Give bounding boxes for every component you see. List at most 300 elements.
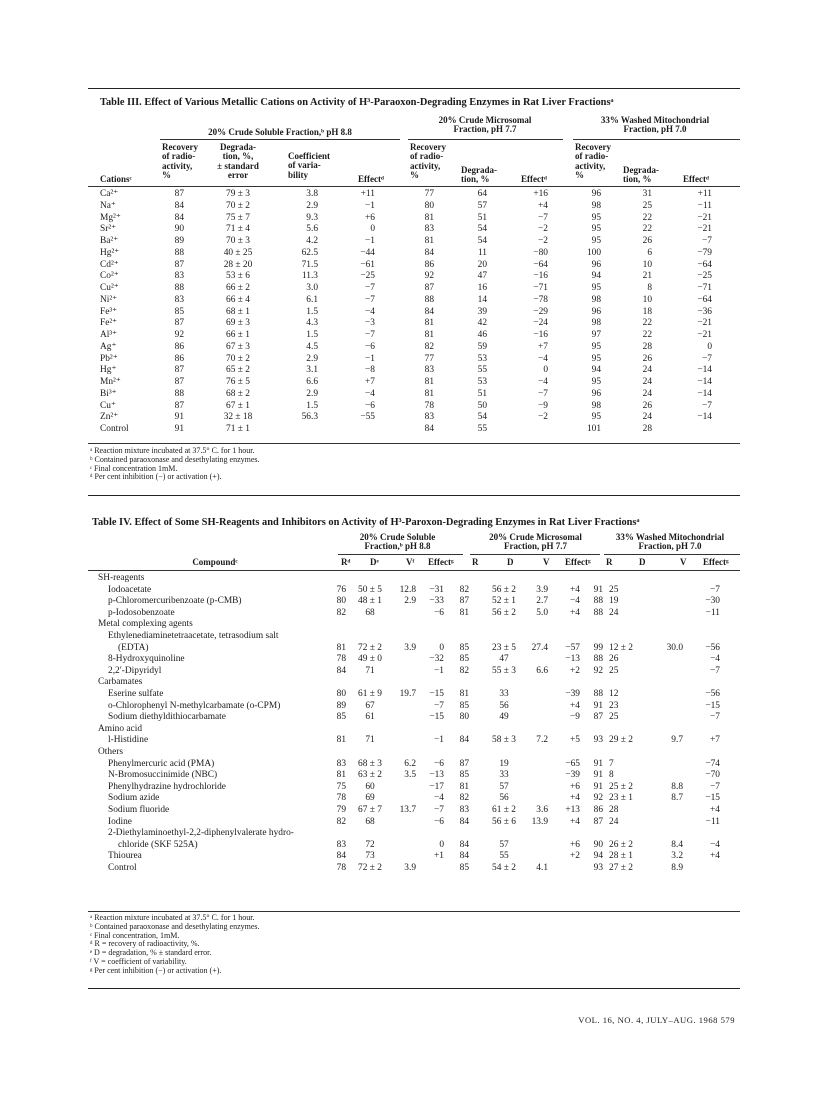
table3-row-14-degradation-soluble: 70 ± 2	[226, 353, 250, 364]
table4-row-2-d-microsomal: 52 ± 1	[492, 596, 516, 607]
table3-row-5-effect-microsomal: −80	[533, 247, 548, 258]
table4-row-1-d-mitochondrial: 25	[609, 584, 619, 595]
table3-header-rule	[88, 186, 740, 187]
table4-row-10-d-soluble: 61 ± 9	[358, 689, 382, 699]
table3-row-3-recovery-soluble: 90	[174, 224, 184, 235]
table4-row-8-r-mitochondrial: 92	[593, 665, 603, 676]
table3-row-19-coefficient-soluble: 56.3	[301, 412, 318, 423]
table4-row-label: Sodium fluoride	[108, 805, 170, 815]
table4-row-8-r-microsomal: 82	[459, 665, 469, 676]
table3-row-7-cation: Co²⁺	[100, 271, 119, 282]
table3-row-5-recovery-soluble: 88	[174, 247, 184, 258]
table4-row-3-r-soluble: 82	[336, 607, 346, 618]
table3-row-9-recovery-mitochondrial: 98	[591, 294, 601, 305]
table4-row-label: 2,2′-Dipyridyl	[108, 665, 162, 676]
table4-row-3-d-soluble: 68	[365, 607, 375, 618]
table4-row-19-d-soluble: 69	[365, 793, 375, 804]
table4-row-1-effect-mitochondrial: −7	[710, 584, 720, 595]
table4-row-8-v-microsomal: 6.6	[536, 665, 548, 676]
table4-row-20-d-microsomal: 61 ± 2	[492, 805, 516, 815]
table3-row-7-degradation-microsomal: 47	[477, 271, 487, 282]
table4-col-r-soluble: Rᵈ	[341, 557, 351, 567]
table4-row-1-d-microsomal: 56 ± 2	[492, 584, 516, 595]
table4-row-10-d-mitochondrial: 12	[609, 689, 619, 699]
table3-row-14-effect-microsomal: −4	[538, 353, 548, 364]
table3-col-effect-mitochondrial: Effectᵈ	[683, 174, 709, 184]
table3-row-19-effect-mitochondrial: −14	[697, 412, 712, 423]
table3-row-3-degradation-soluble: 71 ± 4	[226, 224, 250, 235]
table3-row-12-degradation-microsomal: 46	[477, 330, 487, 340]
table4-row-17-r-soluble: 81	[336, 770, 346, 781]
table3-row-16-coefficient-soluble: 6.6	[306, 377, 318, 387]
table4-row-label: Sodium diethyldithiocarbamate	[108, 712, 226, 723]
table3-row-2-degradation-microsomal: 51	[477, 212, 487, 223]
table4-group-header-microsomal: 20% Crude Microsomal Fraction, pH 7.7	[489, 532, 582, 552]
table4-row-18-r-microsomal: 81	[459, 781, 469, 792]
table3-row-11-recovery-soluble: 87	[174, 318, 184, 329]
table4-row-10-effect-soluble: −15	[429, 689, 444, 699]
table4-row-16-v-soluble: 6.2	[404, 758, 416, 769]
table3-row-12-effect-soluble: −7	[365, 330, 375, 340]
table4-row-24-r-microsomal: 84	[459, 851, 469, 862]
table3-row-17-recovery-microsomal: 81	[424, 388, 434, 399]
table4-row-label: chloride (SKF 525A)	[118, 839, 198, 850]
table3-row-18-effect-soluble: −6	[365, 400, 375, 411]
table3-row-4-recovery-soluble: 89	[174, 236, 184, 246]
table4-row-16-d-mitochondrial: 7	[609, 758, 614, 769]
table3-row-10-cation: Fe³⁺	[100, 306, 118, 317]
table3-row-13-degradation-mitochondrial: 28	[642, 341, 652, 352]
table4-row-2-v-microsomal: 2.7	[536, 596, 548, 607]
table4-bottom-rule	[88, 911, 740, 912]
table3-row-8-effect-mitochondrial: −71	[697, 283, 712, 293]
table3-row-0-degradation-mitochondrial: 31	[642, 189, 652, 199]
table4-row-label: Ethylenediaminetetraacetate, tetrasodium salt	[108, 631, 279, 641]
table3-row-14-degradation-microsomal: 53	[477, 353, 487, 364]
table4-row-1-r-soluble: 76	[336, 584, 346, 595]
table4-row-18-d-microsomal: 57	[499, 781, 509, 792]
table3-row-13-degradation-soluble: 67 ± 3	[226, 341, 250, 352]
table3-row-11-degradation-soluble: 69 ± 3	[226, 318, 250, 329]
table3-row-3-effect-soluble: 0	[370, 224, 375, 235]
table4-row-6-v-mitochondrial: 30.0	[666, 642, 683, 653]
table4-row-6-effect-mitochondrial: −56	[705, 642, 720, 653]
table3-row-4-effect-microsomal: −2	[538, 236, 548, 246]
table3-row-9-effect-microsomal: −78	[533, 294, 548, 305]
table4-row-3-d-mitochondrial: 24	[609, 607, 619, 618]
table4-row-6-r-mitochondrial: 99	[593, 642, 603, 653]
table4-row-7-r-microsomal: 85	[459, 654, 469, 665]
table4-title: Table IV. Effect of Some SH-Reagents and Inhibitors on Activity of H³-Paroxon-Degrading Enzymes in Rat Liver Fractionsᵃ	[92, 517, 640, 528]
table3-row-13-recovery-soluble: 86	[174, 341, 184, 352]
table3-row-18-degradation-microsomal: 50	[477, 400, 487, 411]
table4-row-18-r-mitochondrial: 91	[593, 781, 603, 792]
table3-row-20-recovery-soluble: 91	[174, 424, 184, 434]
table3-row-18-cation: Cu⁺	[100, 400, 116, 411]
table4-group-rule-mitochondrial	[604, 554, 740, 555]
table3-row-4-recovery-microsomal: 81	[424, 236, 434, 246]
table4-row-12-r-soluble: 85	[336, 712, 346, 723]
table4-footnote: ᵃ Reaction mixture incubated at 37.5° C. for 1 hour.	[90, 913, 255, 922]
table4-row-2-d-mitochondrial: 19	[609, 596, 619, 607]
table3-row-9-coefficient-soluble: 6.1	[306, 294, 318, 305]
table4-row-21-d-soluble: 68	[365, 816, 375, 827]
table3-row-6-recovery-mitochondrial: 96	[591, 259, 601, 270]
table3-row-20-cation: Control	[100, 424, 129, 434]
table4-row-24-effect-soluble: +1	[434, 851, 444, 862]
table3-row-0-effect-microsomal: +16	[533, 189, 548, 199]
table3-row-16-degradation-mitochondrial: 24	[642, 377, 652, 387]
table3-row-20-degradation-microsomal: 55	[477, 424, 487, 434]
table3-group-rule-microsomal	[408, 139, 563, 140]
table3-end-rule	[88, 495, 740, 496]
table3-group-header-soluble: 20% Crude Soluble Fraction,ᵇ pH 8.8	[208, 127, 352, 137]
table3-row-19-recovery-microsomal: 83	[424, 412, 434, 423]
table3-row-2-recovery-mitochondrial: 95	[591, 212, 601, 223]
table3-row-7-degradation-soluble: 53 ± 6	[226, 271, 250, 282]
table4-row-10-r-microsomal: 81	[459, 689, 469, 699]
table3-row-3-coefficient-soluble: 5.6	[306, 224, 318, 235]
table4-row-label: Thiourea	[108, 851, 142, 862]
table3-row-1-coefficient-soluble: 2.9	[306, 200, 318, 211]
table4-end-rule	[88, 988, 740, 989]
table3-row-10-recovery-soluble: 85	[174, 306, 184, 317]
table3-row-15-degradation-soluble: 65 ± 2	[226, 365, 250, 376]
table4-row-6-d-mitochondrial: 12 ± 2	[609, 642, 633, 653]
table3-row-12-effect-microsomal: −16	[533, 330, 548, 340]
table3-row-19-degradation-microsomal: 54	[477, 412, 487, 423]
table4-row-23-effect-mitochondrial: −4	[710, 839, 720, 850]
table3-col-cations: Cationsᶜ	[100, 174, 132, 184]
table4-row-21-r-soluble: 82	[336, 816, 346, 827]
table3-row-5-recovery-mitochondrial: 100	[586, 247, 601, 258]
table4-row-1-r-microsomal: 82	[459, 584, 469, 595]
table4-row-3-r-mitochondrial: 88	[593, 607, 603, 618]
table3-row-14-coefficient-soluble: 2.9	[306, 353, 318, 364]
table3-row-3-effect-microsomal: −2	[538, 224, 548, 235]
table3-row-13-effect-soluble: −6	[365, 341, 375, 352]
table3-row-11-cation: Fe²⁺	[100, 318, 118, 329]
table3-row-8-degradation-soluble: 66 ± 2	[226, 283, 250, 293]
table3-row-13-coefficient-soluble: 4.5	[306, 341, 318, 352]
table4-row-16-r-mitochondrial: 91	[593, 758, 603, 769]
table4-group-label: Others	[98, 747, 123, 757]
table4-row-21-r-microsomal: 84	[459, 816, 469, 827]
table3-row-13-cation: Ag⁺	[100, 341, 117, 352]
table4-row-24-d-mitochondrial: 28 ± 1	[609, 851, 633, 862]
table3-group-rule-soluble	[160, 139, 400, 140]
table4-row-19-v-mitochondrial: 8.7	[671, 793, 683, 804]
table3-row-12-recovery-microsomal: 81	[424, 330, 434, 340]
table3-row-8-degradation-microsomal: 16	[477, 283, 487, 293]
table3-row-17-degradation-microsomal: 51	[477, 388, 487, 399]
table3-footnote: ᵇ Contained paraoxonase and desethylating enzymes.	[90, 454, 260, 464]
table3-footnote: ᵈ Per cent inhibition (−) or activation (+).	[90, 472, 222, 482]
table4-row-8-effect-mitochondrial: −7	[710, 665, 720, 676]
table4-row-label: p-Iodosobenzoate	[108, 607, 175, 618]
table3-row-11-degradation-microsomal: 42	[477, 318, 487, 329]
table4-row-11-effect-mitochondrial: −15	[705, 700, 720, 711]
table3-row-9-effect-soluble: −7	[365, 294, 375, 305]
table4-row-18-d-soluble: 60	[365, 781, 375, 792]
table3-row-14-effect-mitochondrial: −7	[702, 353, 712, 364]
table4-row-label: Phenylhydrazine hydrochloride	[108, 781, 226, 792]
table4-row-label: p-Chloromercuribenzoate (p-CMB)	[108, 596, 242, 607]
table4-row-12-effect-microsomal: −9	[570, 712, 580, 723]
table3-row-16-recovery-mitochondrial: 95	[591, 377, 601, 387]
table4-row-23-d-mitochondrial: 26 ± 2	[609, 839, 633, 850]
table3-row-1-cation: Na⁺	[100, 200, 116, 211]
table3-row-17-effect-mitochondrial: −14	[697, 388, 712, 399]
table4-row-12-d-mitochondrial: 25	[609, 712, 619, 723]
table3-row-8-effect-soluble: −7	[365, 283, 375, 293]
table3-row-1-degradation-mitochondrial: 25	[642, 200, 652, 211]
table3-row-14-recovery-soluble: 86	[174, 353, 184, 364]
table3-row-19-recovery-soluble: 91	[174, 412, 184, 423]
table4-footnote: ᵍ Per cent inhibition (−) or activation (+).	[90, 965, 222, 975]
table3-row-11-degradation-mitochondrial: 22	[642, 318, 652, 329]
table4-col-v-mitochondrial: V	[680, 557, 687, 567]
table3-row-17-degradation-mitochondrial: 24	[642, 388, 652, 399]
table4-row-16-d-soluble: 68 ± 3	[358, 758, 382, 769]
table3-row-0-recovery-soluble: 87	[174, 189, 184, 199]
table4-row-1-effect-microsomal: +4	[570, 584, 580, 595]
table4-row-18-v-mitochondrial: 8.8	[671, 781, 683, 792]
table4-row-21-d-mitochondrial: 24	[609, 816, 619, 827]
table3-row-10-coefficient-soluble: 1.5	[306, 306, 318, 317]
table3-row-10-recovery-microsomal: 84	[424, 306, 434, 317]
table3-row-6-degradation-microsomal: 20	[477, 259, 487, 270]
table4-row-11-effect-microsomal: +4	[570, 700, 580, 711]
table3-row-18-degradation-mitochondrial: 26	[642, 400, 652, 411]
table4-row-2-r-soluble: 80	[336, 596, 346, 607]
table3-row-7-effect-mitochondrial: −25	[697, 271, 712, 282]
table3-row-14-recovery-mitochondrial: 95	[591, 353, 601, 364]
table4-row-11-r-soluble: 89	[336, 700, 346, 711]
table4-row-14-effect-microsomal: +5	[570, 735, 580, 746]
table3-row-5-effect-soluble: −44	[360, 247, 375, 258]
table4-row-20-r-microsomal: 83	[459, 805, 469, 815]
table3-row-17-recovery-soluble: 88	[174, 388, 184, 399]
table3-row-16-effect-mitochondrial: −14	[697, 377, 712, 387]
table4-row-11-r-microsomal: 85	[459, 700, 469, 711]
table3-row-17-cation: Bi³⁺	[100, 388, 117, 399]
table3-row-18-recovery-mitochondrial: 98	[591, 400, 601, 411]
table3-row-0-recovery-mitochondrial: 96	[591, 189, 601, 199]
page-footer: VOL. 16, NO. 4, JULY–AUG. 1968 579	[578, 1015, 735, 1025]
table4-row-14-v-mitochondrial: 9.7	[671, 735, 683, 746]
table3-row-11-effect-microsomal: −24	[533, 318, 548, 329]
table3-row-16-cation: Mn²⁺	[100, 377, 121, 387]
table3-row-4-coefficient-soluble: 4.2	[306, 236, 318, 246]
table4-row-2-effect-soluble: −33	[429, 596, 444, 607]
table4-row-7-effect-microsomal: −13	[565, 654, 580, 665]
table4-row-label: 2-Diethylaminoethyl-2,2-diphenylvalerate hydro-	[108, 828, 294, 839]
table3-row-0-effect-soluble: +11	[360, 189, 375, 199]
table3-row-16-recovery-soluble: 87	[174, 377, 184, 387]
table3-row-12-degradation-soluble: 66 ± 1	[226, 330, 250, 340]
table4-row-7-d-mitochondrial: 26	[609, 654, 619, 665]
table4-row-20-effect-microsomal: +13	[565, 805, 580, 815]
table3-bottom-rule	[88, 443, 740, 444]
table4-group-header-soluble: 20% Crude Soluble Fraction,ᵇ pH 8.8	[359, 532, 436, 552]
table4-row-2-r-microsomal: 87	[459, 596, 469, 607]
table3-col-recovery-microsomal: Recovery of radio- activity, %	[410, 142, 446, 181]
table4-row-8-effect-microsomal: +2	[570, 665, 580, 676]
table3-row-9-degradation-soluble: 66 ± 4	[226, 294, 250, 305]
table3-row-2-degradation-mitochondrial: 22	[642, 212, 652, 223]
table3-row-18-recovery-soluble: 87	[174, 400, 184, 411]
table4-row-16-r-microsomal: 87	[459, 758, 469, 769]
table3-row-9-recovery-soluble: 83	[174, 294, 184, 305]
table4-row-7-effect-mitochondrial: −4	[710, 654, 720, 665]
table3-col-degradation-soluble: Degrada- tion, %, ± standard error	[217, 142, 259, 181]
table4-row-10-v-soluble: 19.7	[399, 689, 416, 699]
table4-row-16-effect-microsomal: −65	[565, 758, 580, 769]
table3-row-13-recovery-microsomal: 82	[424, 341, 434, 352]
table3-row-16-effect-microsomal: −4	[538, 377, 548, 387]
table4-group-label: Carbamates	[98, 677, 143, 688]
table4-row-16-d-microsomal: 19	[499, 758, 509, 769]
table3-row-12-degradation-mitochondrial: 22	[642, 330, 652, 340]
table4-row-23-r-mitochondrial: 90	[593, 839, 603, 850]
table4-row-19-d-mitochondrial: 23 ± 1	[609, 793, 633, 804]
table4-row-20-d-soluble: 67 ± 7	[358, 805, 382, 815]
table4-footnote: ᵈ R = recovery of radioactivity, %.	[90, 939, 200, 949]
table3-row-19-recovery-mitochondrial: 95	[591, 412, 601, 423]
table3-row-18-effect-mitochondrial: −7	[702, 400, 712, 411]
table3-row-20-recovery-microsomal: 84	[424, 424, 434, 434]
table3-row-0-effect-mitochondrial: +11	[697, 189, 712, 199]
table3-row-5-degradation-soluble: 40 ± 25	[223, 247, 253, 258]
table4-row-20-d-mitochondrial: 28	[609, 805, 619, 815]
table4-row-2-effect-microsomal: −4	[570, 596, 580, 607]
table3-row-5-coefficient-soluble: 62.5	[301, 247, 318, 258]
table4-row-14-d-soluble: 71	[365, 735, 375, 746]
table3-row-9-degradation-mitochondrial: 10	[642, 294, 652, 305]
table3-row-11-recovery-mitochondrial: 98	[591, 318, 601, 329]
table4-row-25-d-mitochondrial: 27 ± 2	[609, 863, 633, 873]
table3-row-11-recovery-microsomal: 81	[424, 318, 434, 329]
table4-row-17-v-soluble: 3.5	[404, 770, 416, 781]
table4-footnote: ᶜ Final concentration, 1mM.	[90, 930, 180, 940]
table4-row-14-effect-mitochondrial: +7	[710, 735, 720, 746]
table4-row-23-r-microsomal: 84	[459, 839, 469, 850]
table3-row-1-effect-microsomal: +4	[538, 200, 548, 211]
table4-row-label: l-Histidine	[108, 735, 149, 746]
table4-row-25-v-soluble: 3.9	[404, 863, 416, 873]
table4-row-14-r-soluble: 81	[336, 735, 346, 746]
table3-row-17-effect-microsomal: −7	[538, 388, 548, 399]
table4-row-19-effect-microsomal: +4	[570, 793, 580, 804]
table4-row-6-d-soluble: 72 ± 2	[358, 642, 382, 653]
table4-col-r-mitochondrial: R	[606, 557, 613, 567]
table4-row-25-r-microsomal: 85	[459, 863, 469, 873]
table4-row-21-effect-mitochondrial: −11	[705, 816, 720, 827]
table4-row-2-effect-mitochondrial: −30	[705, 596, 720, 607]
table4-row-10-r-soluble: 80	[336, 689, 346, 699]
table3-row-12-coefficient-soluble: 1.5	[306, 330, 318, 340]
table4-row-label: Iodoacetate	[108, 584, 152, 595]
table3-row-16-effect-soluble: +7	[365, 377, 375, 387]
table4-row-18-effect-soluble: −17	[429, 781, 444, 792]
table4-row-label: (EDTA)	[118, 642, 149, 653]
table3-row-16-recovery-microsomal: 81	[424, 377, 434, 387]
table3-col-recovery-mitochondrial: Recovery of radio- activity, %	[575, 142, 611, 181]
table4-row-14-effect-soluble: −1	[434, 735, 444, 746]
table4-row-21-d-microsomal: 56 ± 6	[492, 816, 516, 827]
table4-row-label: N-Bromosuccinimide (NBC)	[108, 770, 218, 781]
table4-row-21-r-mitochondrial: 87	[593, 816, 603, 827]
table3-row-10-effect-microsomal: −29	[533, 306, 548, 317]
table4-row-10-r-mitochondrial: 88	[593, 689, 603, 699]
table3-row-2-effect-soluble: +6	[365, 212, 375, 223]
table4-row-17-d-mitochondrial: 8	[609, 770, 614, 781]
table4-row-label: Sodium azide	[108, 793, 160, 804]
table4-row-16-r-soluble: 83	[336, 758, 346, 769]
table3-row-20-degradation-mitochondrial: 28	[642, 424, 652, 434]
table4-row-18-effect-mitochondrial: −7	[710, 781, 720, 792]
table4-row-14-d-mitochondrial: 29 ± 2	[609, 735, 633, 746]
table3-row-1-recovery-mitochondrial: 98	[591, 200, 601, 211]
table4-row-12-effect-soluble: −15	[429, 712, 444, 723]
table3-row-10-degradation-mitochondrial: 18	[642, 306, 652, 317]
table4-row-7-d-soluble: 49 ± 0	[358, 654, 382, 665]
table4-row-label: o-Chlorophenyl N-methylcarbamate (o-CPM)	[108, 700, 281, 711]
table4-row-20-r-mitochondrial: 86	[593, 805, 603, 815]
table3-row-1-recovery-microsomal: 80	[424, 200, 434, 211]
table3-row-9-cation: Ni²⁺	[100, 294, 118, 305]
table3-row-15-degradation-mitochondrial: 24	[642, 365, 652, 376]
table3-row-18-coefficient-soluble: 1.5	[306, 400, 318, 411]
table4-row-7-d-microsomal: 47	[499, 654, 509, 665]
table4-row-17-effect-soluble: −13	[429, 770, 444, 781]
table4-col-d-mitochondrial: D	[639, 557, 646, 567]
table4-row-20-v-soluble: 13.7	[399, 805, 416, 815]
table4-row-20-r-soluble: 79	[336, 805, 346, 815]
table3-row-6-recovery-soluble: 87	[174, 259, 184, 270]
table3-row-8-cation: Cu²⁺	[100, 283, 119, 293]
table3-row-2-degradation-soluble: 75 ± 7	[226, 212, 250, 223]
table4-row-11-effect-soluble: −7	[434, 700, 444, 711]
table3-row-5-recovery-microsomal: 84	[424, 247, 434, 258]
table3-row-18-recovery-microsomal: 78	[424, 400, 434, 411]
table4-row-2-d-soluble: 48 ± 1	[358, 596, 382, 607]
table4-row-24-effect-microsomal: +2	[570, 851, 580, 862]
table3-row-17-recovery-mitochondrial: 96	[591, 388, 601, 399]
table3-row-15-recovery-mitochondrial: 94	[591, 365, 601, 376]
table3-row-15-cation: Hg⁺	[100, 365, 117, 376]
table4-col-effect-soluble: Effectᵍ	[428, 557, 454, 567]
table4-row-19-r-soluble: 78	[336, 793, 346, 804]
table3-row-16-degradation-soluble: 76 ± 5	[226, 377, 250, 387]
table3-col-effect-microsomal: Effectᵈ	[521, 174, 547, 184]
table3-row-7-recovery-mitochondrial: 94	[591, 271, 601, 282]
table3-row-15-effect-mitochondrial: −14	[697, 365, 712, 376]
table3-row-16-degradation-microsomal: 53	[477, 377, 487, 387]
table4-row-17-d-soluble: 63 ± 2	[358, 770, 382, 781]
table4-row-6-effect-soluble: 0	[439, 642, 444, 653]
table4-row-17-effect-mitochondrial: −70	[705, 770, 720, 781]
table3-row-6-recovery-microsomal: 86	[424, 259, 434, 270]
table4-row-8-effect-soluble: −1	[434, 665, 444, 676]
table4-row-2-v-soluble: 2.9	[404, 596, 416, 607]
table4-row-21-effect-soluble: −6	[434, 816, 444, 827]
table3-row-2-recovery-soluble: 84	[174, 212, 184, 223]
table3-row-2-coefficient-soluble: 9.3	[306, 212, 318, 223]
table4-group-header-mitochondrial: 33% Washed Mitochondrial Fraction, pH 7.0	[615, 532, 725, 552]
table3-row-15-degradation-microsomal: 55	[477, 365, 487, 376]
